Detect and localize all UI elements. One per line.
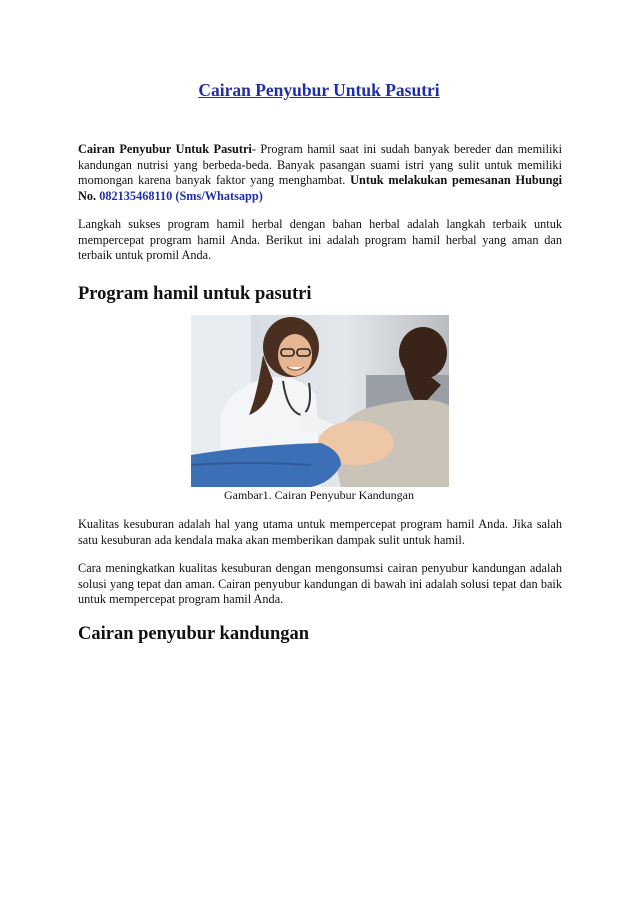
paragraph-4: Cara meningkatkan kualitas kesuburan dengan mengonsumsi cairan penyubur kandungan adalah solusi yang tepat dan aman. Cairan penyubur kandungan di bawah ini adalah solusi tepat dan baik untuk mempercepat program hamil Anda. bbox=[78, 561, 562, 607]
ultrasound-photo bbox=[191, 315, 449, 487]
image-caption: Gambar1. Cairan Penyubur Kandungan bbox=[224, 488, 414, 502]
paragraph-3: Kualitas kesuburan adalah hal yang utama untuk mempercepat program hamil Anda. Jika salah satu kesuburan ada kendala maka akan memberikan dampak sulit untuk hamil. bbox=[78, 517, 562, 547]
paragraph-2: Langkah sukses program hamil herbal dengan bahan herbal adalah langkah terbaik untuk mempercepat program hamil Anda. Berikut ini adalah program hamil herbal yang aman dan terbaik untuk promil Anda. bbox=[78, 217, 562, 263]
intro-text: - Program hamil saat ini sudah banyak bereder dan memiliki kandungan nutrisi yang berbeda-beda. Banyak pasangan suami istri yang sulit untuk memiliki momongan karena banyak faktor yang menghambat. bbox=[78, 142, 562, 188]
phone-number[interactable]: 082135468110 (Sms/Whatsapp) bbox=[99, 188, 263, 203]
intro-lead: Cairan Penyubur Untuk Pasutri bbox=[78, 142, 252, 156]
document-title[interactable]: Cairan Penyubur Untuk Pasutri bbox=[198, 80, 440, 100]
intro-paragraph bbox=[78, 142, 562, 204]
order-info: Untuk melakukan pemesanan Hubungi No. bbox=[78, 173, 563, 203]
ultrasound-photo-illustration bbox=[191, 315, 449, 487]
heading-cairan-penyubur: Cairan penyubur kandungan bbox=[78, 624, 310, 644]
heading-program-hamil: Program hamil untuk pasutri bbox=[78, 284, 312, 304]
